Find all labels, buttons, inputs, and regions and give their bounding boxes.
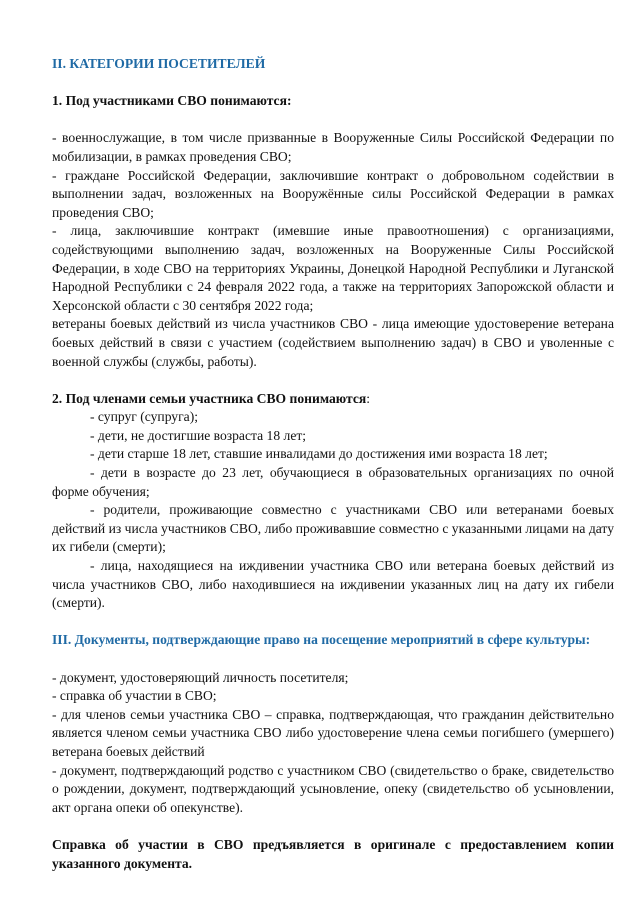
family-item: - лица, находящиеся на иждивении участника СВО или ветерана боевых действий из числа участников СВО, либо находившиеся на иждивении указанных лиц на дату их гибели (смерти). xyxy=(52,558,614,611)
family-heading xyxy=(52,390,614,409)
section-2-title: II. КАТЕГОРИИ ПОСЕТИТЕЛЕЙ xyxy=(52,56,266,71)
family-heading-text: 2. Под членами семьи участника СВО понимаются xyxy=(52,390,367,406)
family-item: - дети, не достигшие возраста 18 лет; xyxy=(90,427,307,443)
section-3-title: III. Документы, подтверждающие право на посещение мероприятий в сфере культуры: xyxy=(52,632,591,648)
participants-item: ветераны боевых действий из числа участников СВО - лица имеющие удостоверение ветерана боевых действий в связи с участием (содействием выполнению задач) в СВО и уволенные с военной службы (службы, работы). xyxy=(52,316,614,369)
participants-item: - лица, заключившие контракт (имевшие иные правоотношения) с организациями, содействующими выполнению задач, возложенных на Вооруженные Силы Российской Федерации, в ходе СВО на территориях Украины, Донецкой Народной Республики и Луганской Народной Республики с 24 февраля 2022 года, а также на территориях Запорожской области и Херсонской области с 30 сентября 2022 года; xyxy=(52,223,614,313)
family-item: - родители, проживающие совместно с участниками СВО или ветеранами боевых действий из числа участников СВО, либо проживавшие совместно с указанными лицами на дату их гибели (смерти); xyxy=(52,502,614,555)
documents-item: - документ, подтверждающий родство с участником СВО (свидетельство о браке, свидетельство о рождении, документ, подтверждающий усыновление, опеку (свидетельство об усыновлении, акт органа опеки об опекунстве). xyxy=(52,762,614,815)
documents-item: - для членов семьи участника СВО – справка, подтверждающая, что гражданин действительно является членом семьи участника СВО либо удостоверение члена семьи погибшего (умершего) ветерана боевых действий xyxy=(52,706,614,759)
documents-item: - документ, удостоверяющий личность посетителя; xyxy=(52,669,349,685)
family-item: - дети старше 18 лет, ставшие инвалидами до достижения ими возраста 18 лет; xyxy=(90,446,548,462)
participants-item: - военнослужащие, в том числе призванные в Вооруженные Силы Российской Федерации по мобилизации, в рамках проведения СВО; xyxy=(52,130,614,164)
document-content xyxy=(52,55,614,873)
certificate-note: Справка об участии в СВО предъявляется в оригинале с предоставлением копии указанного документа. xyxy=(52,836,614,871)
documents-item: - справка об участии в СВО; xyxy=(52,688,217,704)
family-heading-colon: : xyxy=(366,390,370,406)
participants-item: - граждане Российской Федерации, заключившие контракт о добровольном содействии в выполнении задач, возложенных на Вооружённые силы Российской Федерации в рамках проведения СВО; xyxy=(52,167,614,220)
family-item: - дети в возрасте до 23 лет, обучающиеся в образовательных организациях по очной форме обучения; xyxy=(52,465,614,499)
family-item: - супруг (супруга); xyxy=(90,409,199,425)
participants-heading: 1. Под участниками СВО понимаются: xyxy=(52,93,292,109)
